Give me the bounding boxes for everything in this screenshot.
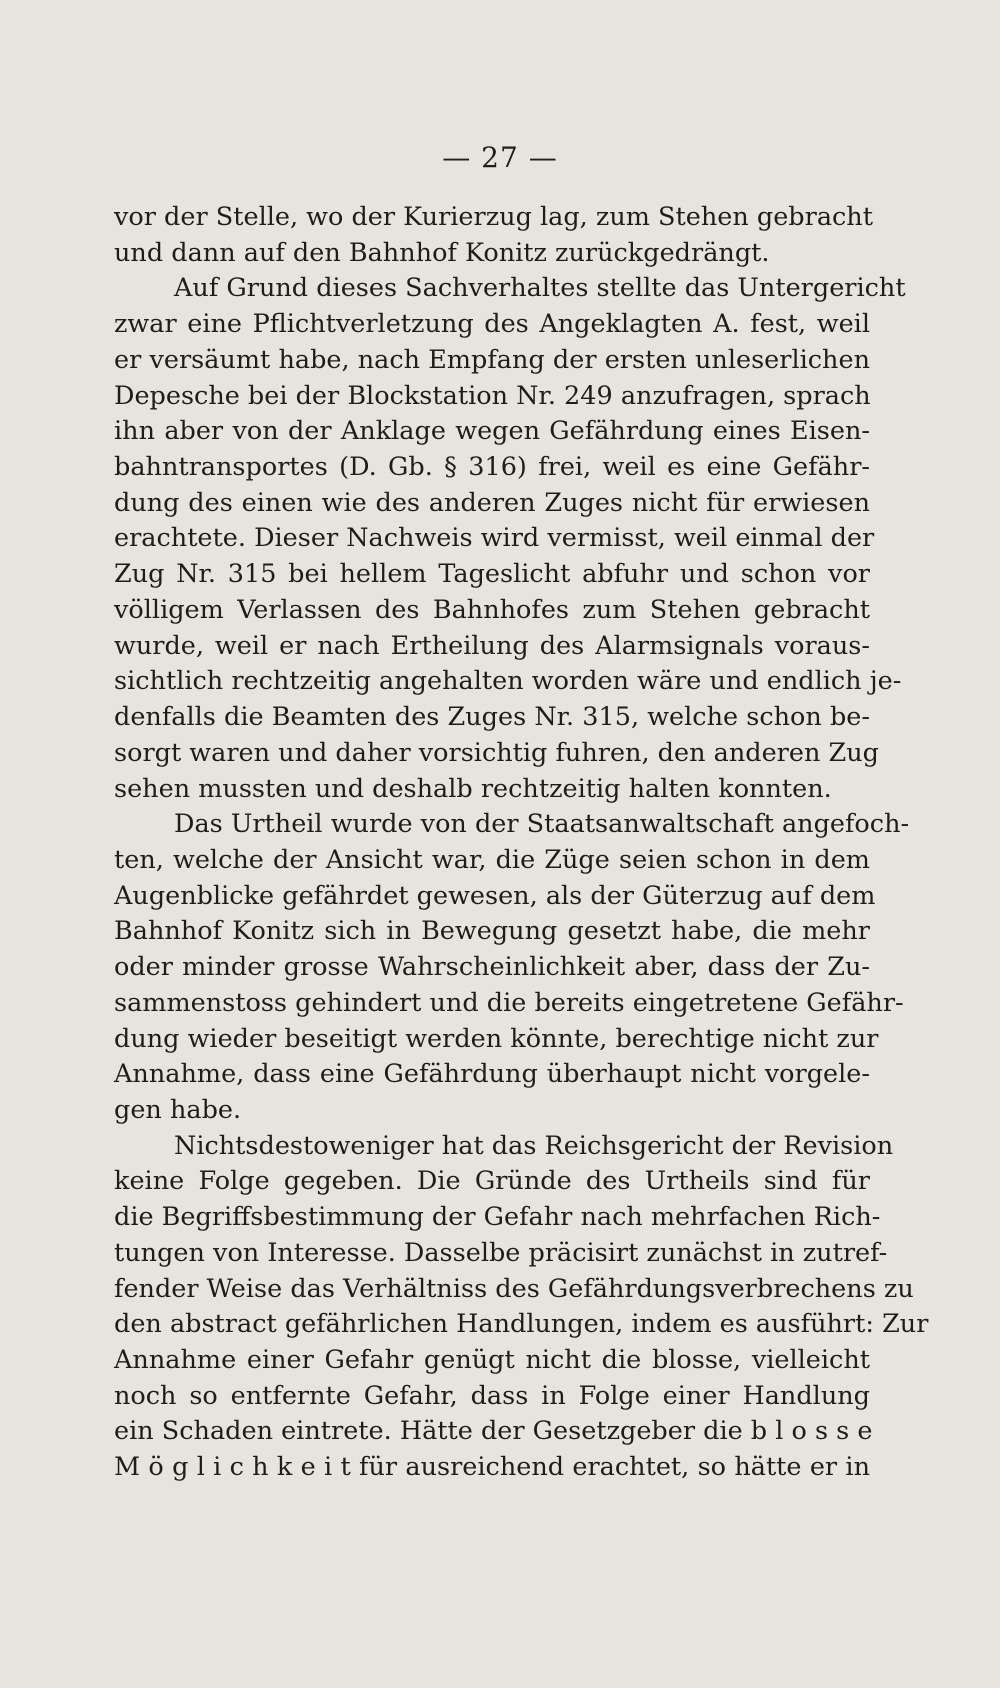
- text-line: Nichtsdestoweniger hat das Reichsgericht der Revision: [174, 1130, 894, 1161]
- text-line: und dann auf den Bahnhof Konitz zurückgedrängt.: [114, 237, 770, 268]
- text-line: ein Schaden eintrete. Hätte der Gesetzgeber die b l o s s e: [114, 1416, 873, 1447]
- text-line: Zug Nr. 315 bei hellem Tageslicht abfuhr und schon vor: [114, 559, 870, 590]
- text-line: dung des einen wie des anderen Zuges nicht für erwiesen: [114, 487, 870, 518]
- text-line: Depesche bei der Blockstation Nr. 249 anzufragen, sprach: [114, 380, 871, 411]
- text-line: sammenstoss gehindert und die bereits eingetretene Gefähr-: [114, 987, 904, 1018]
- text-line: die Begriffsbestimmung der Gefahr nach mehrfachen Rich-: [114, 1202, 881, 1233]
- text-line: fender Weise das Verhältniss des Gefährdungsverbrechens zu: [114, 1273, 914, 1304]
- text-line: Annahme einer Gefahr genügt nicht die blosse, vielleicht: [114, 1345, 870, 1375]
- text-line: vor der Stelle, wo der Kurierzug lag, zum Stehen gebracht: [114, 202, 873, 232]
- text-line: Augenblicke gefährdet gewesen, als der Güterzug auf dem: [114, 880, 876, 911]
- text-line: ihn aber von der Anklage wegen Gefährdung eines Eisen-: [114, 416, 870, 447]
- text-line: Bahnhof Konitz sich in Bewegung gesetzt habe, die mehr: [114, 916, 870, 947]
- text-line: sehen mussten und deshalb rechtzeitig halten konnten.: [114, 773, 832, 804]
- text-line: sichtlich rechtzeitig angehalten worden wäre und endlich je-: [114, 666, 902, 697]
- text-line: Auf Grund dieses Sachverhaltes stellte das Untergericht: [174, 273, 906, 304]
- text-line: Das Urtheil wurde von der Staatsanwaltschaft angefoch-: [174, 809, 910, 840]
- text-line: völligem Verlassen des Bahnhofes zum Stehen gebracht: [114, 594, 870, 625]
- text-line: gen habe.: [114, 1094, 242, 1125]
- text-line: noch so entfernte Gefahr, dass in Folge einer Handlung: [114, 1380, 870, 1411]
- text-line: M ö g l i c h k e i t für ausreichend erachtet, so hätte er in: [114, 1452, 870, 1483]
- text-line: oder minder grosse Wahrscheinlichkeit aber, dass der Zu-: [114, 952, 870, 983]
- body-text: [114, 200, 929, 1486]
- text-line: denfalls die Beamten des Zuges Nr. 315, welche schon be-: [114, 702, 870, 733]
- text-line: tungen von Interesse. Dasselbe präcisirt zunächst in zutref-: [114, 1237, 888, 1268]
- text-line: dung wieder beseitigt werden könnte, berechtige nicht zur: [114, 1023, 879, 1054]
- text-line: den abstract gefährlichen Handlungen, indem es ausführt: Zur: [114, 1309, 929, 1340]
- text-line: er versäumt habe, nach Empfang der ersten unleserlichen: [114, 344, 870, 375]
- text-line: zwar eine Pflichtverletzung des Angeklagten A. fest, weil: [114, 309, 870, 340]
- text-line: wurde, weil er nach Ertheilung des Alarmsignals voraus-: [114, 630, 870, 661]
- text-line: sorgt waren und daher vorsichtig fuhren, den anderen Zug: [114, 737, 879, 768]
- text-line: Annahme, dass eine Gefährdung überhaupt nicht vorgele-: [114, 1059, 870, 1090]
- text-line: ten, welche der Ansicht war, die Züge seien schon in dem: [114, 844, 870, 875]
- text-line: erachtete. Dieser Nachweis wird vermisst, weil einmal der: [114, 523, 875, 554]
- text-line: keine Folge gegeben. Die Gründe des Urtheils sind für: [114, 1166, 870, 1197]
- page-number: — 27 —: [442, 141, 558, 174]
- text-line: bahntransportes (D. Gb. § 316) frei, weil es eine Gefähr-: [114, 452, 870, 483]
